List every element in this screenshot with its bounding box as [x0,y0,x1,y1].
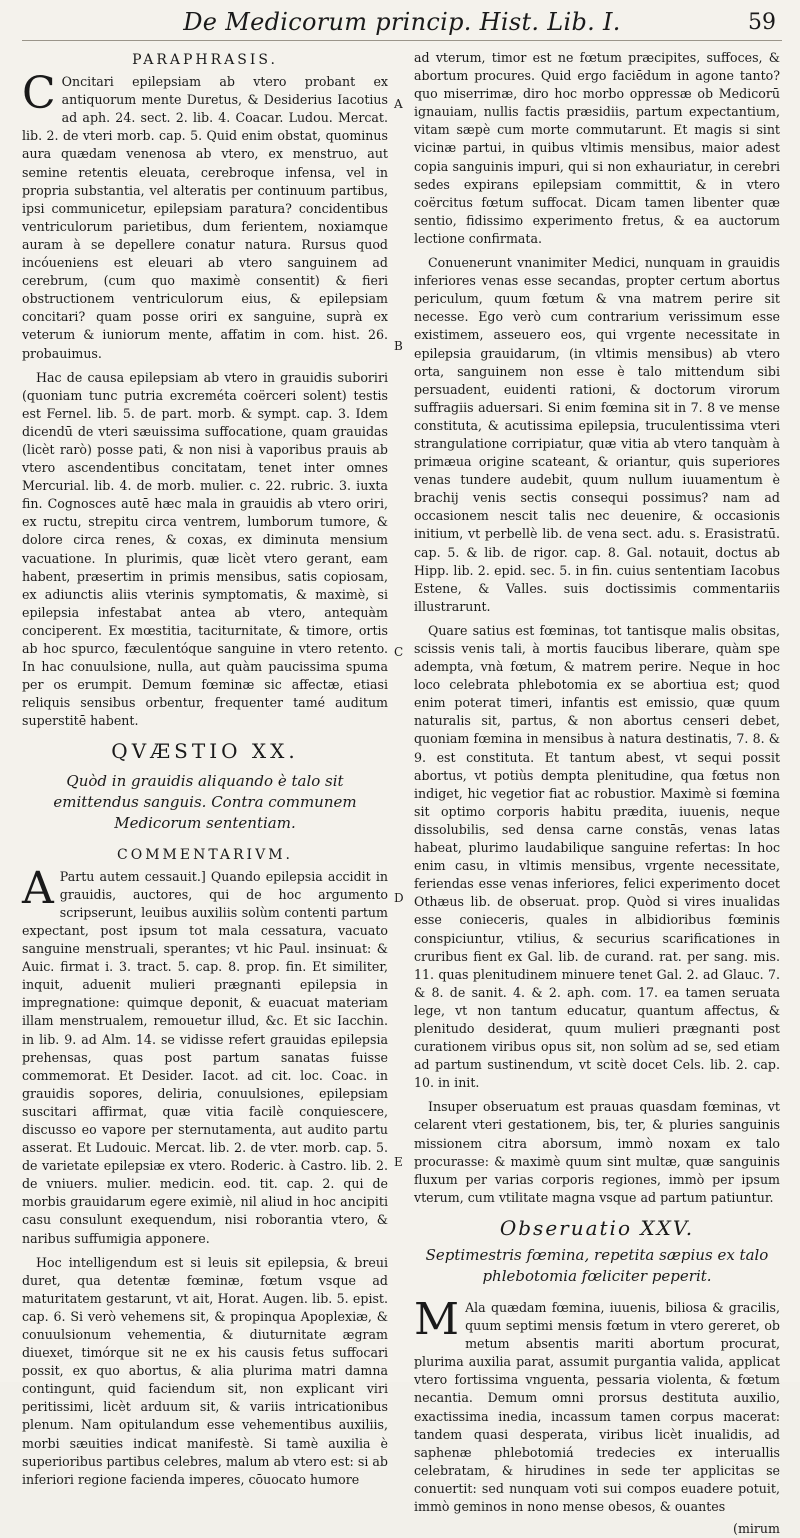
paragraph: Insuper obseruatum est prauas quasdam fœminas, vt celarent vteri gestationem, bis, ter, & pluries sanguinis missionem citra aborsum, immò noxam ex talo procurasse: & maximè quum sint multæ, quæ sanguinis fluxum per varias corporis regiones, immò per ipsum vterum, cum vtilitate magna vsque ad partum patiuntur. [414,1099,780,1205]
margin-letters [388,49,414,1538]
paragraph-text: Ala quædam fœmina, iuuenis, biliosa & gracilis, quum septimi mensis fœtum in vtero gereret, ob metum absentis mariti abortum procurat, plurima auxilia parat, assumit purgantia valida, applicat vtero fortissima vnguenta, pessaria violenta, & fœtum necantia. Demum omni prorsus destituta auxilio, exactissima inedia, incassum tamen corpus macerat: tandem quasi desperata, viribus licèt inualidis, ad saphenæ phlebotomiá tredecies ex interuallis celebratam, & hirudines in sede ter applicitas se conuertit: sed nunquam voti sui compos euadere potuit, immò geminos in nono mense obesos, & ouantes [414,1300,780,1515]
two-column-body [22,49,782,1537]
paragraph: Quare satius est fœminas, tot tantisque malis obsitas, scissis venis tali, à mortis faucibus liberare, quàm spe adempta, vnà fœtum, & matrem perire. Neque in hoc loco celebrata phlebotomia ex se abortiua est; quod enim poterat timeri, infantis est emissio, quæ quum naturalis sit, partus, & non abortus censeri debet, quoniam fœmina in mensibus à natura destinatis, 7. 8. & 9. est constituta. Et tantum abest, vt sequi possit abortus, vt potiùs dempta plenitudine, qua fœtus non indiget, hic vegetior fiat ac robustior. Maximè si fœmina sit optimo corporis habitu prædita, iuuenis, neque dissolubilis, sed densa carne constās, venas latas habeat, plurimo laudabilique sanguine refertas: In hoc enim casu, in vltimis mensibus, vrgente necessitate, feriendas esse venas inferiores, felici experimento docet Othæus lib. de obseruat. prop. Quòd si vires inualidas esse conieceris, quales in albidioribus fœminis conspiciuntur, vtilius, & securius scarificationes in cruribus fient ex Gal. lib. de curand. rat. per sang. mis. 11. quas plenitudinem minuere tenet Gal. 2. ad Glauc. 7. & 8. de sanit. 4. & 2. aph. com. 17. ea tamen seruata lege, vt non tantum educatur, quantum affectus, & plenitudo desiderat, quum mulieri prægnanti post curationem viribus opus sit, non solùm ad se, sed etiam ad partum sustinendum, vt scitè docet Cels. lib. 2. cap. 10. in init. [414,622,780,1091]
observatio-title: Septimestris fœmina, repetita sæpius ex talo phlebotomia fœliciter peperit. [425,1246,769,1285]
quaestio-heading: QVÆSTIO XX. [111,739,299,764]
drop-capital: M [414,1294,460,1345]
paragraph: Hac de causa epilepsiam ab vtero in grauidis suboriri (quoniam tunc putria excreméta coërceri solent) testis est Fernel. lib. 5. de part. morb. & sympt. cap. 3. Idem dicendū de vteri sæuissima suffocatione, quam grauidas (licèt rarò) posse pati, & non nisi à vaporibus prauis ab vtero ascendentibus concitatam, tenet inter omnes Mercurial. lib. 4. de morb. mulier. c. 22. rubric. 3. iuxta fin. Cognosces autē hæc mala in grauidis ab vtero oriri, ex ructu, strepitu circa ventrem, lumborum tumore, & dolore circa renes, & coxas, ex diminuta mensium vacuatione. In plurimis, quæ licèt vtero gerant, eam habent, præsertim in primis mensibus, satis copiosam, ex adiunctis aliis vterinis symptomatis, & maximè, si epilepsia infestabat antea ab vtero, antequàm conciperent. Ex mœstitia, taciturnitate, & timore, ortis ab hoc spurco, fæculentóque sanguine in vtero retento. In hac conuulsione, nulla, aut quàm paucissima spuma per os erumpit. Demum fœminæ sic affectæ, etiasi reliquis sensibus orbentur, frequenter tamé auditum superstitē habent. [22,369,388,729]
paragraph: ad vterum, timor est ne fœtum præcipites, suffoces, & abortum procures. Quid ergo faciēdum in agone tanto? quo miserrimæ, diro hoc morbo oppressæ ob Medicorū ignauiam, nullis factis præsidiis, partum expectantium, vitam sæpè cum morte commutarunt. Et magis si sint vicinæ partui, in quibus vltimis mensibus, maior adest copia sanguinis impuri, qui si non exhauriatur, in cerebri sedes expirans epilepsiam committit, & in vtero coërcitus fœtum suffocat. Dicam tamen libenter quæ sentio, fidissimo experimento fretus, & ea auctorum lectione confirmata. [414,50,780,246]
paragraph: Conuenerunt vnanimiter Medici, nunquam in grauidis inferiores venas esse secandas, propter certum abortus periculum, quum fœtum & vna matrem perire sit necesse. Ego verò cum contrarium verissimum esse existimem, asseuero eos, qui vrgente necessitate in epilepsia grauidarum, (in vltimis mensibus) ab vtero orta, sanguinem non esse è talo mittendum sibi persuadent, euidenti rationi, & doctorum virorum suffragiis aduersari. Si enim fœmina sit in 7. 8 ve mense constituta, & acutissima epilepsia, truculentissima vteri strangulatione corripiatur, quæ vitia ab vtero tanquàm à primæua origine scateant, & oriantur, quis superiores venas tundere audebit, quum nullum iuuamentum è brachij venis sectis consequi possimus? nam ad occasionem nescit talis nec deuenire, & occasionis initium, vt perbellè lib. de vena sect. adu. s. Erasistratū. cap. 5. & lib. de rigor. cap. 8. Gal. notauit, doctus ab Hipp. lib. 2. epid. sec. 5. in fin. cuius sententiam Iacobus Estene, & Valles. suis doctissimis commentariis illustrarunt. [414,255,780,614]
margin-letter-a: A [394,97,403,111]
catchword: (mirum [733,1521,780,1537]
margin-letter-d: D [394,891,404,905]
paragraph-text: Oncitari epilepsiam ab vtero probant ex antiquorum mente Duretus, & Desiderius Iacotius ad aph. 24. sect. 2. lib. 4. Coacar. Ludou. Mercat. lib. 2. de vteri morb. cap. 5. Quid enim obstat, quominus aura quædam venenosa ab vtero, ex menstruo, aut semine retentis eleuata, cerebroque infensa, vel in propria substantia, vel alteratis per continuum partibus, ipsi communicetur, epilepsiam paratura? concidentibus ventriculorum parietibus, dum ferientem, noxiamque auram à se depellere conatur natura. Rursus quod incóueniens est eleuari ab vtero sanguinem ad cerebrum, (cum quo maximè consentit) & fieri obstructionem ventriculorum eius, & epilepsiam concitari? quam posse oriri ex sanguine, suprà ex veterum & iuniorum mente, affatim in com. hist. 26. probauimus. [22,74,388,361]
drop-capital: A [22,862,54,914]
commentarium-heading: COMMENTARIVM. [117,846,293,863]
paragraph [22,862,388,1248]
observatio-heading: Obseruatio XXV. [499,1215,695,1240]
paragraph [22,68,388,363]
margin-letter-b: B [394,339,403,353]
margin-letter-c: C [394,645,404,659]
paraphrasis-heading: PARAPHRASIS. [132,52,278,68]
left-column [22,49,388,1538]
running-head [22,8,782,41]
drop-capital: C [22,68,56,120]
paragraph [414,1294,780,1516]
paragraph: Hoc intelligendum est si leuis sit epilepsia, & breui duret, qua detentæ fœminæ, fœtum vsque ad maturitatem gestarunt, vt ait, Horat. Augen. lib. 5. epist. cap. 6. Si verò vehemens sit, & propinqua Apoplexiæ, & conuulsionum vehementia, & diuturnitate ægram diuexet, timórque sit ne ex his causis fetus suffocari possit, ex quo abortus, & alia plurima matri damna contingunt, quid faciendum sit, non explicant viri peritissimi, licèt arduum sit, & variis intricationibus plenum. Nam opitulandum esse vehementibus auxiliis, morbi sæuities indicat manifestè. Si tamè auxilia è superioribus partibus celebres, malum ab vtero est: si ab inferiori regione facienda imperes, cōuocato humore [22,1254,388,1487]
margin-letter-e: E [394,1155,403,1169]
page-number: 59 [748,10,776,35]
running-title: De Medicorum princip. Hist. Lib. I. [183,8,621,36]
paragraph-text: Partu autem cessauit.] Quando epilepsia accidit in grauidis, auctores, qui de hoc argumento scripserunt, leuibus auxiliis solùm contenti partum expectant, post ipsum tot mala cessatura, vacuato sanguine menstruali, sperantes; vt hic Paul. insinuat: & Auic. firmat i. 3. tract. 5. cap. 8. prop. fin. Et similiter, inquit, aduenit mulieri prægnanti epilepsia in impregnatione: quimque deponit, & euacuat materiam illam menstrualem, remouetur illud, &c. Et sic Iacchin. in lib. 9. ad Alm. 14. se vidisse refert grauidas epilepsia prehensas, quas post partum sanatas fuisse commemorat. Et Desider. Iacot. ad cit. loc. Coac. in grauidis sopores, deliria, conuulsiones, epilepsiam suscitari affirmat, quæ vitia facilè conquiescere, discusso eo vapore per sternutamenta, aut audito partu asserat. Et Ludouic. Mercat. lib. 2. de vter. morb. cap. 5. de varietate epilepsiæ ex vtero. Roderic. à Castro. lib. 2. de vniuers. mulier. medicin. eod. tit. cap. 2. qui de morbis grauidarum egere eximiè, nil aliud in hoc ancipiti casu consulunt exequendum, nisi roborantia vtero, & naribus suffumigia apponere. [22,868,388,1246]
right-column [414,49,780,1538]
quaestio-title: Quòd in grauidis aliquando è talo sit emittendus sanguis. Contra communem Medicorum sententiam. [53,771,357,832]
